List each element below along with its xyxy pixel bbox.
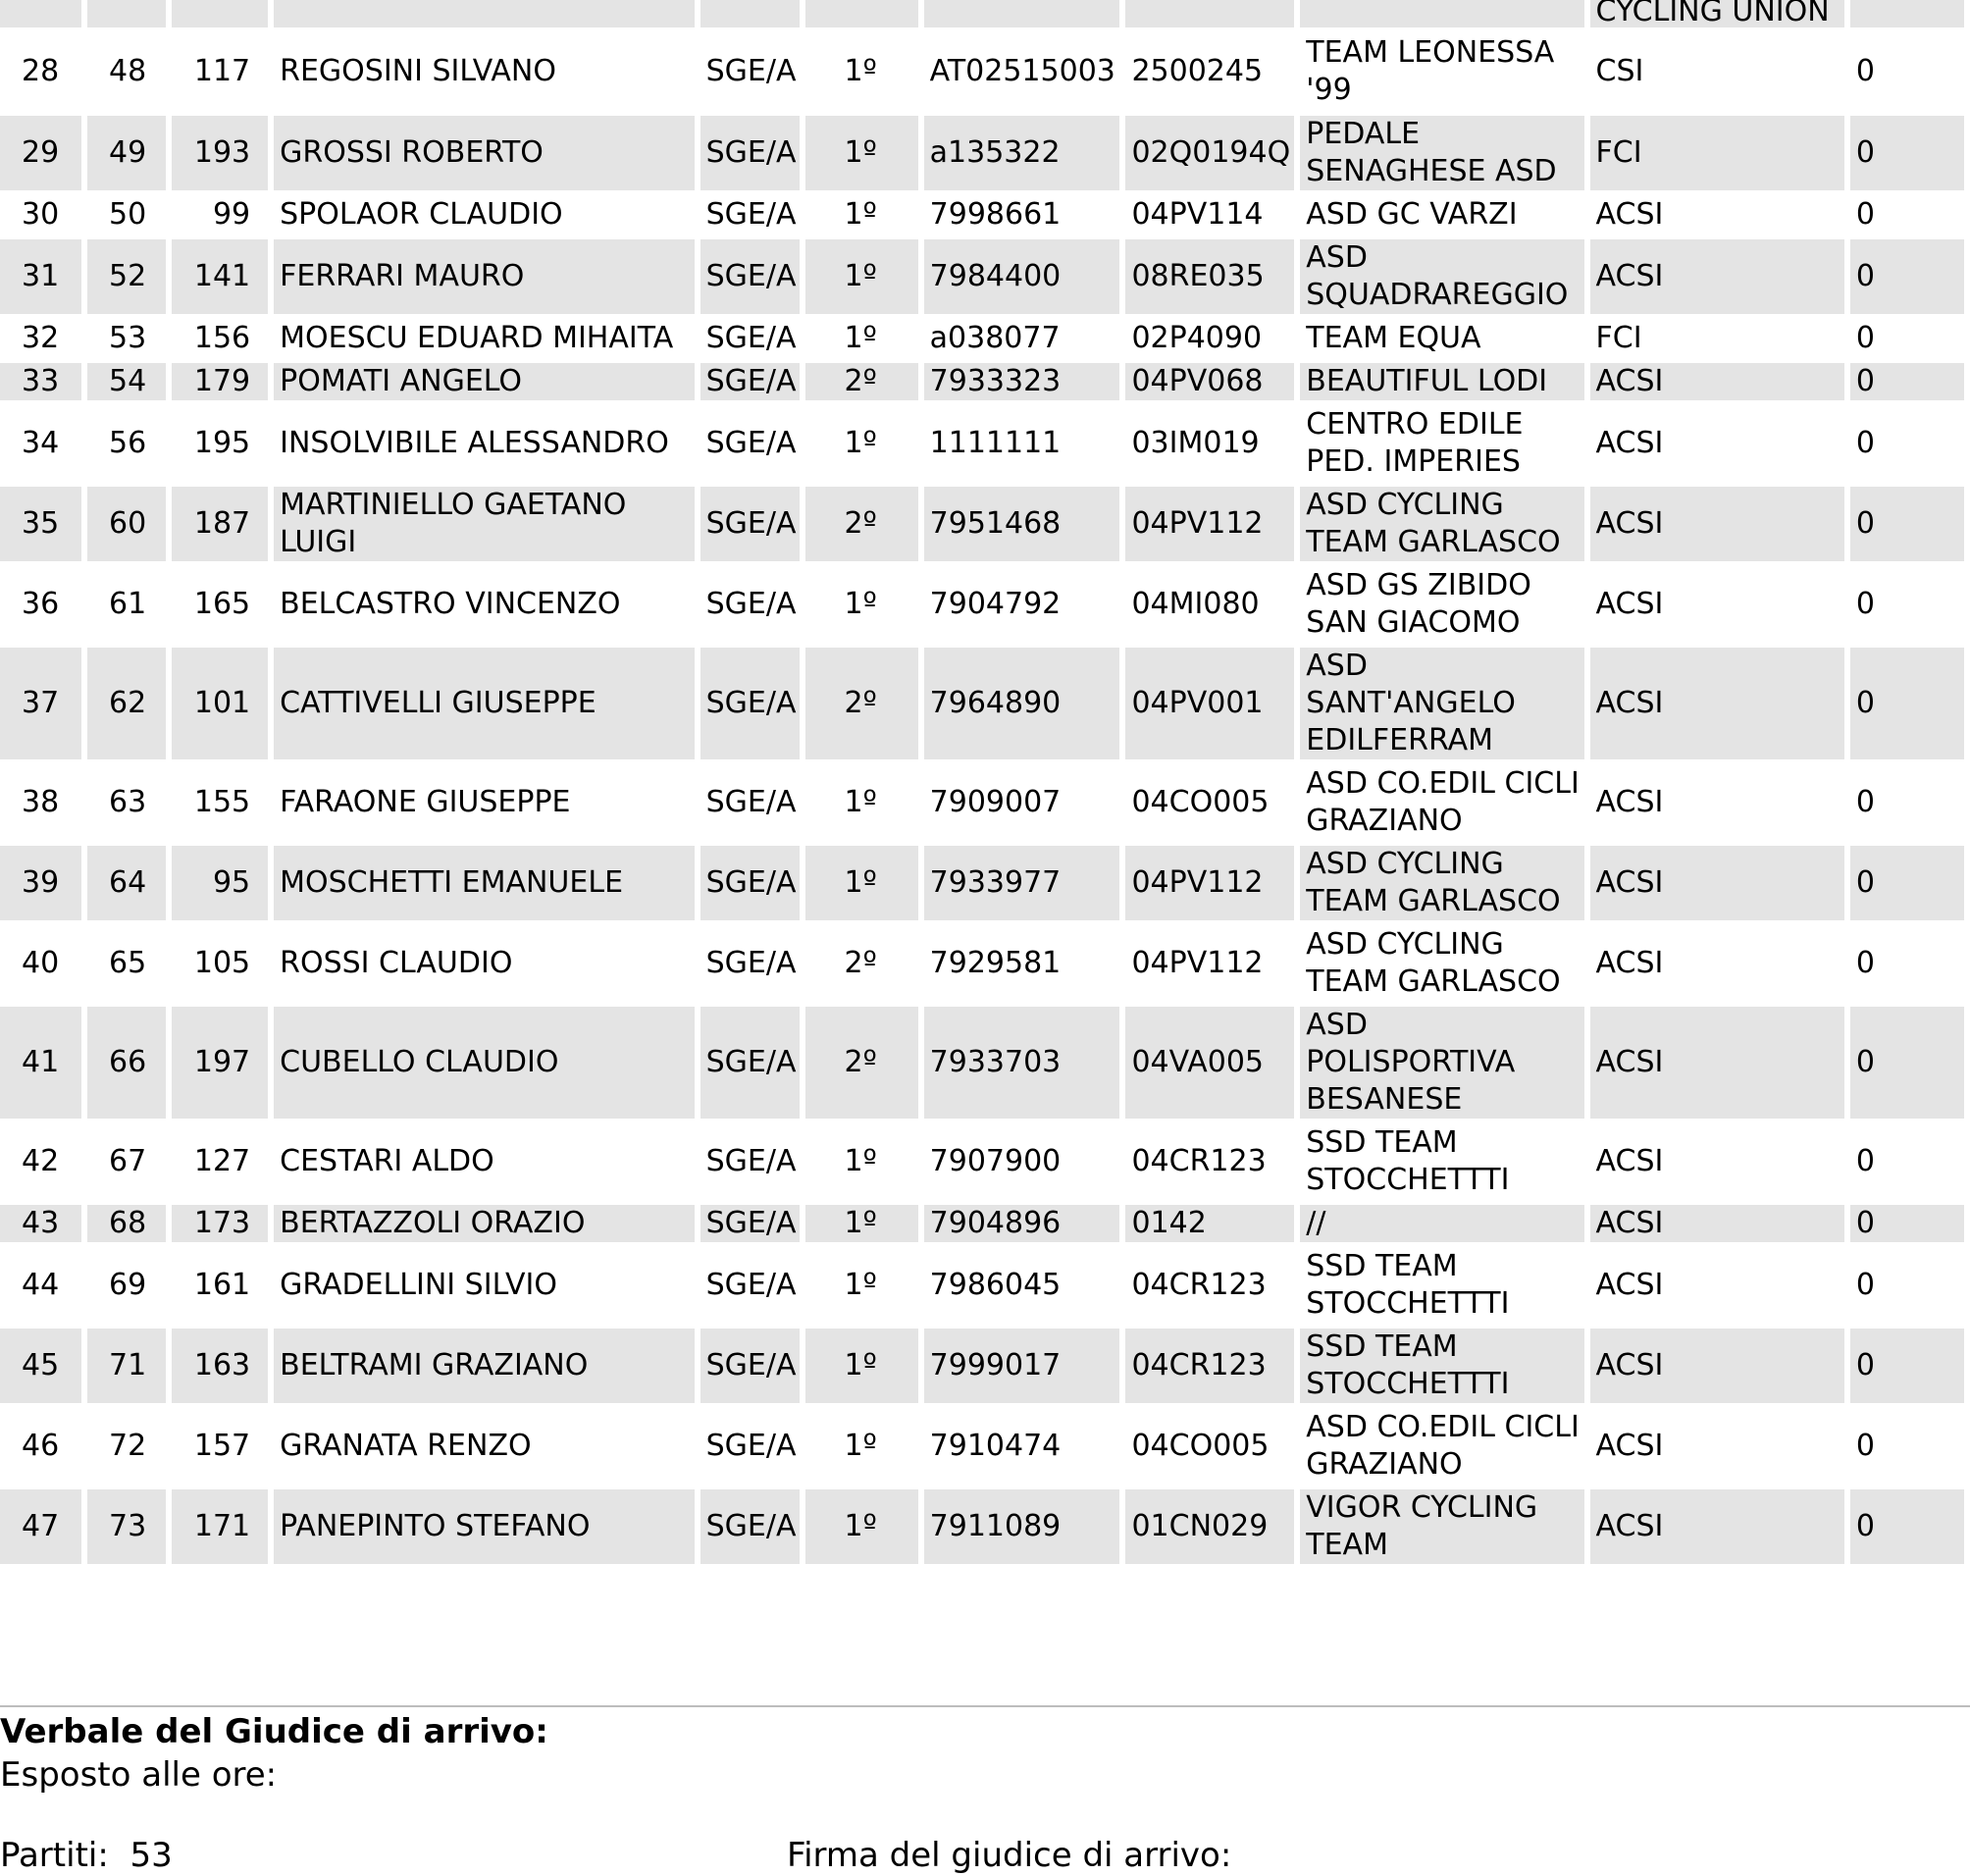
cell-ente: ACSI xyxy=(1590,1489,1844,1564)
cell-class: 2º xyxy=(805,1007,918,1119)
cell-card-number: 7904792 xyxy=(924,567,1120,642)
cell-athlete-name: FERRARI MAURO xyxy=(274,239,695,314)
cell-bib: 173 xyxy=(172,1205,268,1242)
cell-ente: ACSI xyxy=(1590,406,1844,481)
cell-athlete-name: MOESCU EDUARD MIHAITA xyxy=(274,320,695,357)
cell-athlete-name: ROSSI CLAUDIO xyxy=(274,926,695,1001)
cell-bib: 156 xyxy=(172,320,268,357)
cell-empty xyxy=(172,0,268,27)
cell-ente: ACSI xyxy=(1590,1329,1844,1403)
cell-ente: CSI xyxy=(1590,33,1844,110)
cell-ente: ACSI xyxy=(1590,926,1844,1001)
cell-ente: ACSI xyxy=(1590,648,1844,759)
table-row xyxy=(0,567,1964,642)
cell-team: CENTRO EDILE PED. IMPERIES xyxy=(1300,406,1583,481)
cell-ente: ACSI xyxy=(1590,1205,1844,1242)
table-row xyxy=(0,487,1964,561)
cell-society-code: 02P4090 xyxy=(1125,320,1294,357)
cell-society-code: 04CO005 xyxy=(1125,1409,1294,1484)
cell-rank: 33 xyxy=(0,363,81,400)
cell-society-code: 04CO005 xyxy=(1125,765,1294,840)
exposed-time-label: Esposto alle ore: xyxy=(0,1755,278,1795)
cell-card-number: 7998661 xyxy=(924,196,1120,234)
cell-class: 2º xyxy=(805,648,918,759)
cell-society-code: 03IM019 xyxy=(1125,406,1294,481)
cell-bib: 99 xyxy=(172,196,268,234)
cell-card-number: 7933977 xyxy=(924,846,1120,920)
cell-rank: 42 xyxy=(0,1124,81,1199)
cell-card-number: 7986045 xyxy=(924,1248,1120,1323)
table-row xyxy=(0,1409,1964,1484)
cell-category: SGE/A xyxy=(700,363,800,400)
cell-athlete-name: POMATI ANGELO xyxy=(274,363,695,400)
cell-athlete-name: FARAONE GIUSEPPE xyxy=(274,765,695,840)
cell-ente: FCI xyxy=(1590,116,1844,190)
cell-bib: 105 xyxy=(172,926,268,1001)
cell-empty xyxy=(1125,0,1294,27)
cell-rank: 47 xyxy=(0,1489,81,1564)
cell-bib: 165 xyxy=(172,567,268,642)
cell-position: 69 xyxy=(87,1248,166,1323)
cell-class: 2º xyxy=(805,926,918,1001)
cell-card-number: 7984400 xyxy=(924,239,1120,314)
cell-class: 1º xyxy=(805,406,918,481)
cell-bib: 187 xyxy=(172,487,268,561)
cell-rank: 35 xyxy=(0,487,81,561)
cell-penalty: 0 xyxy=(1850,116,1964,190)
started-count xyxy=(0,1835,173,1876)
cell-society-code: 04PV114 xyxy=(1125,196,1294,234)
table-row xyxy=(0,765,1964,840)
table-row xyxy=(0,648,1964,759)
cell-bib: 193 xyxy=(172,116,268,190)
cell-position: 49 xyxy=(87,116,166,190)
cell-team: ASD CO.EDIL CICLI GRAZIANO xyxy=(1300,1409,1583,1484)
cell-category: SGE/A xyxy=(700,1124,800,1199)
table-row xyxy=(0,846,1964,920)
cell-penalty: 0 xyxy=(1850,1205,1964,1242)
cell-category: SGE/A xyxy=(700,1248,800,1323)
cell-class: 2º xyxy=(805,363,918,400)
cell-ente: ACSI xyxy=(1590,196,1844,234)
cell-category: SGE/A xyxy=(700,648,800,759)
cell-card-number: 7909007 xyxy=(924,765,1120,840)
table-row xyxy=(0,320,1964,357)
cell-penalty: 0 xyxy=(1850,1007,1964,1119)
cell-athlete-name: PANEPINTO STEFANO xyxy=(274,1489,695,1564)
cell-athlete-name: MOSCHETTI EMANUELE xyxy=(274,846,695,920)
cell-position: 73 xyxy=(87,1489,166,1564)
cell-rank: 30 xyxy=(0,196,81,234)
cell-penalty: 0 xyxy=(1850,648,1964,759)
cell-rank: 40 xyxy=(0,926,81,1001)
cell-team: ASD POLISPORTIVA BESANESE xyxy=(1300,1007,1583,1119)
cell-athlete-name: MARTINIELLO GAETANO LUIGI xyxy=(274,487,695,561)
cell-penalty: 0 xyxy=(1850,926,1964,1001)
cell-rank: 43 xyxy=(0,1205,81,1242)
cell-category: SGE/A xyxy=(700,320,800,357)
table-row xyxy=(0,1489,1964,1564)
cell-penalty: 0 xyxy=(1850,196,1964,234)
cell-society-code: 04PV112 xyxy=(1125,487,1294,561)
cell-society-code: 04CR123 xyxy=(1125,1124,1294,1199)
cell-team: ASD GC VARZI xyxy=(1300,196,1583,234)
cell-ente: ACSI xyxy=(1590,567,1844,642)
cell-athlete-name: CUBELLO CLAUDIO xyxy=(274,1007,695,1119)
cell-category: SGE/A xyxy=(700,1205,800,1242)
cell-rank: 32 xyxy=(0,320,81,357)
cell-class: 1º xyxy=(805,320,918,357)
cell-athlete-name: CATTIVELLI GIUSEPPE xyxy=(274,648,695,759)
table-row xyxy=(0,116,1964,190)
judge-signature-label: Firma del giudice di arrivo: xyxy=(787,1836,1232,1875)
cell-rank: 31 xyxy=(0,239,81,314)
cell-category: SGE/A xyxy=(700,567,800,642)
cell-bib: 101 xyxy=(172,648,268,759)
table-row xyxy=(0,1124,1964,1199)
cell-card-number: a135322 xyxy=(924,116,1120,190)
cell-rank: 46 xyxy=(0,1409,81,1484)
cell-athlete-name: BELCASTRO VINCENZO xyxy=(274,567,695,642)
table-row xyxy=(0,1205,1964,1242)
cell-category: SGE/A xyxy=(700,196,800,234)
cell-position: 68 xyxy=(87,1205,166,1242)
cell-society-code: 04CR123 xyxy=(1125,1329,1294,1403)
cell-penalty: 0 xyxy=(1850,1409,1964,1484)
cell-card-number: 1111111 xyxy=(924,406,1120,481)
cell-empty xyxy=(0,0,81,27)
cell-team: VIGOR CYCLING TEAM xyxy=(1300,1489,1583,1564)
table-row xyxy=(0,926,1964,1001)
cell-rank: 38 xyxy=(0,765,81,840)
footer-divider xyxy=(0,1705,1970,1707)
cell-athlete-name: REGOSINI SILVANO xyxy=(274,33,695,110)
cell-empty xyxy=(1300,0,1583,27)
cell-position: 71 xyxy=(87,1329,166,1403)
cell-rank: 36 xyxy=(0,567,81,642)
cell-society-code: 02Q0194Q xyxy=(1125,116,1294,190)
cell-penalty: 0 xyxy=(1850,1329,1964,1403)
cell-ente: ACSI xyxy=(1590,1007,1844,1119)
cell-team: ASD CYCLING TEAM GARLASCO xyxy=(1300,926,1583,1001)
cell-position: 48 xyxy=(87,33,166,110)
cell-bib: 127 xyxy=(172,1124,268,1199)
cell-bib: 161 xyxy=(172,1248,268,1323)
cell-penalty: 0 xyxy=(1850,239,1964,314)
cell-empty xyxy=(1850,0,1964,27)
cell-team: SSD TEAM STOCCHETTTI xyxy=(1300,1124,1583,1199)
cell-penalty: 0 xyxy=(1850,320,1964,357)
cell-class: 1º xyxy=(805,567,918,642)
cell-class: 2º xyxy=(805,487,918,561)
cell-team: ASD SQUADRAREGGIO xyxy=(1300,239,1583,314)
cell-society-code: 04PV068 xyxy=(1125,363,1294,400)
cell-category: SGE/A xyxy=(700,406,800,481)
cell-bib: 195 xyxy=(172,406,268,481)
cell-society-code: 04MI080 xyxy=(1125,567,1294,642)
cell-society-code: 08RE035 xyxy=(1125,239,1294,314)
table-row xyxy=(0,1007,1964,1119)
cell-team: ASD CYCLING TEAM GARLASCO xyxy=(1300,487,1583,561)
cell-bib: 163 xyxy=(172,1329,268,1403)
cell-society-code: 0142 xyxy=(1125,1205,1294,1242)
cell-team: ASD CO.EDIL CICLI GRAZIANO xyxy=(1300,765,1583,840)
table-row xyxy=(0,406,1964,481)
cell-class: 1º xyxy=(805,1489,918,1564)
cell-ente: ACSI xyxy=(1590,846,1844,920)
cell-card-number: 7911089 xyxy=(924,1489,1120,1564)
cell-penalty: 0 xyxy=(1850,1248,1964,1323)
cell-ente: ACSI xyxy=(1590,487,1844,561)
cell-team: // xyxy=(1300,1205,1583,1242)
cell-position: 72 xyxy=(87,1409,166,1484)
cell-position: 60 xyxy=(87,487,166,561)
cell-class: 1º xyxy=(805,1329,918,1403)
cell-card-number: 7964890 xyxy=(924,648,1120,759)
cell-card-number: a038077 xyxy=(924,320,1120,357)
cell-team: PEDALE SENAGHESE ASD xyxy=(1300,116,1583,190)
cell-class: 1º xyxy=(805,116,918,190)
cell-penalty: 0 xyxy=(1850,1489,1964,1564)
cell-athlete-name: CESTARI ALDO xyxy=(274,1124,695,1199)
cell-team: ASD SANT'ANGELO EDILFERRAM xyxy=(1300,648,1583,759)
cell-bib: 155 xyxy=(172,765,268,840)
cell-athlete-name: BELTRAMI GRAZIANO xyxy=(274,1329,695,1403)
cell-class: 1º xyxy=(805,196,918,234)
cell-bib: 117 xyxy=(172,33,268,110)
cell-category: SGE/A xyxy=(700,765,800,840)
cell-penalty: 0 xyxy=(1850,33,1964,110)
cell-card-number: 7933323 xyxy=(924,363,1120,400)
cell-class: 1º xyxy=(805,1205,918,1242)
cell-card-number: 7910474 xyxy=(924,1409,1120,1484)
cell-bib: 141 xyxy=(172,239,268,314)
cell-rank: 34 xyxy=(0,406,81,481)
table-row xyxy=(0,1329,1964,1403)
cell-card-number: 7951468 xyxy=(924,487,1120,561)
cell-class: 1º xyxy=(805,1248,918,1323)
cell-rank: 29 xyxy=(0,116,81,190)
cell-society-code: 04PV112 xyxy=(1125,926,1294,1001)
cell-athlete-name: GRANATA RENZO xyxy=(274,1409,695,1484)
cell-rank: 44 xyxy=(0,1248,81,1323)
started-value: 53 xyxy=(130,1836,173,1875)
cell-society-code: 04PV112 xyxy=(1125,846,1294,920)
cell-position: 63 xyxy=(87,765,166,840)
cell-class: 1º xyxy=(805,33,918,110)
cell-athlete-name: GRADELLINI SILVIO xyxy=(274,1248,695,1323)
cell-team: TEAM EQUA xyxy=(1300,320,1583,357)
cell-category: SGE/A xyxy=(700,1007,800,1119)
cell-athlete-name: GROSSI ROBERTO xyxy=(274,116,695,190)
cell-category: SGE/A xyxy=(700,33,800,110)
cell-rank: 28 xyxy=(0,33,81,110)
cell-class: 1º xyxy=(805,765,918,840)
cell-athlete-name: BERTAZZOLI ORAZIO xyxy=(274,1205,695,1242)
cell-category: SGE/A xyxy=(700,846,800,920)
cell-bib: 171 xyxy=(172,1489,268,1564)
started-label: Partiti: xyxy=(0,1836,109,1875)
table-row xyxy=(0,363,1964,400)
cell-bib: 179 xyxy=(172,363,268,400)
cell-ente: FCI xyxy=(1590,320,1844,357)
cell-society-code: 01CN029 xyxy=(1125,1489,1294,1564)
cell-penalty: 0 xyxy=(1850,765,1964,840)
cell-empty xyxy=(274,0,695,27)
cell-society-code: 04CR123 xyxy=(1125,1248,1294,1323)
cell-penalty: 0 xyxy=(1850,363,1964,400)
cell-class: 1º xyxy=(805,1409,918,1484)
cell-position: 50 xyxy=(87,196,166,234)
cell-category: SGE/A xyxy=(700,926,800,1001)
cell-penalty: 0 xyxy=(1850,1124,1964,1199)
cell-card-number: 7999017 xyxy=(924,1329,1120,1403)
cell-position: 67 xyxy=(87,1124,166,1199)
cell-penalty: 0 xyxy=(1850,406,1964,481)
cell-rank: 37 xyxy=(0,648,81,759)
cell-position: 61 xyxy=(87,567,166,642)
cell-card-number: 7907900 xyxy=(924,1124,1120,1199)
cell-penalty: 0 xyxy=(1850,846,1964,920)
cell-team: BEAUTIFUL LODI xyxy=(1300,363,1583,400)
cell-ente: ACSI xyxy=(1590,1248,1844,1323)
cell-card-number: AT02515003 xyxy=(924,33,1120,110)
cell-ente: ACSI xyxy=(1590,765,1844,840)
cell-position: 56 xyxy=(87,406,166,481)
cell-ente: ACSI xyxy=(1590,1409,1844,1484)
cell-position: 53 xyxy=(87,320,166,357)
table-row-top xyxy=(0,0,1964,27)
cell-card-number: 7929581 xyxy=(924,926,1120,1001)
cell-category: SGE/A xyxy=(700,1409,800,1484)
cell-category: SGE/A xyxy=(700,1329,800,1403)
cell-bib: 157 xyxy=(172,1409,268,1484)
cell-team: SSD TEAM STOCCHETTTI xyxy=(1300,1248,1583,1323)
cell-bib: 95 xyxy=(172,846,268,920)
cell-card-number: 7904896 xyxy=(924,1205,1120,1242)
cell-category: SGE/A xyxy=(700,239,800,314)
cell-penalty: 0 xyxy=(1850,567,1964,642)
table-row xyxy=(0,239,1964,314)
cell-class: 1º xyxy=(805,239,918,314)
cell-ente: CYCLING UNION xyxy=(1590,0,1844,27)
cell-category: SGE/A xyxy=(700,1489,800,1564)
cell-team: SSD TEAM STOCCHETTTI xyxy=(1300,1329,1583,1403)
cell-ente: ACSI xyxy=(1590,363,1844,400)
cell-position: 65 xyxy=(87,926,166,1001)
table-row xyxy=(0,196,1964,234)
cell-class: 1º xyxy=(805,1124,918,1199)
cell-team: TEAM LEONESSA '99 xyxy=(1300,33,1583,110)
cell-category: SGE/A xyxy=(700,487,800,561)
cell-society-code: 04PV001 xyxy=(1125,648,1294,759)
cell-position: 64 xyxy=(87,846,166,920)
cell-card-number: 7933703 xyxy=(924,1007,1120,1119)
table-row xyxy=(0,33,1964,110)
cell-ente: ACSI xyxy=(1590,239,1844,314)
cell-empty xyxy=(805,0,918,27)
judge-report-title: Verbale del Giudice di arrivo: xyxy=(0,1712,548,1751)
cell-team: ASD GS ZIBIDO SAN GIACOMO xyxy=(1300,567,1583,642)
cell-society-code: 04VA005 xyxy=(1125,1007,1294,1119)
cell-rank: 45 xyxy=(0,1329,81,1403)
cell-empty xyxy=(924,0,1120,27)
cell-position: 66 xyxy=(87,1007,166,1119)
cell-class: 1º xyxy=(805,846,918,920)
cell-empty xyxy=(87,0,166,27)
table-row xyxy=(0,1248,1964,1323)
cell-society-code: 2500245 xyxy=(1125,33,1294,110)
cell-athlete-name: INSOLVIBILE ALESSANDRO xyxy=(274,406,695,481)
cell-penalty: 0 xyxy=(1850,487,1964,561)
cell-rank: 41 xyxy=(0,1007,81,1119)
cell-empty xyxy=(700,0,800,27)
cell-athlete-name: SPOLAOR CLAUDIO xyxy=(274,196,695,234)
cell-rank: 39 xyxy=(0,846,81,920)
cell-ente: ACSI xyxy=(1590,1124,1844,1199)
cell-position: 54 xyxy=(87,363,166,400)
cell-category: SGE/A xyxy=(700,116,800,190)
cell-team: ASD CYCLING TEAM GARLASCO xyxy=(1300,846,1583,920)
cell-position: 62 xyxy=(87,648,166,759)
cell-bib: 197 xyxy=(172,1007,268,1119)
cell-position: 52 xyxy=(87,239,166,314)
